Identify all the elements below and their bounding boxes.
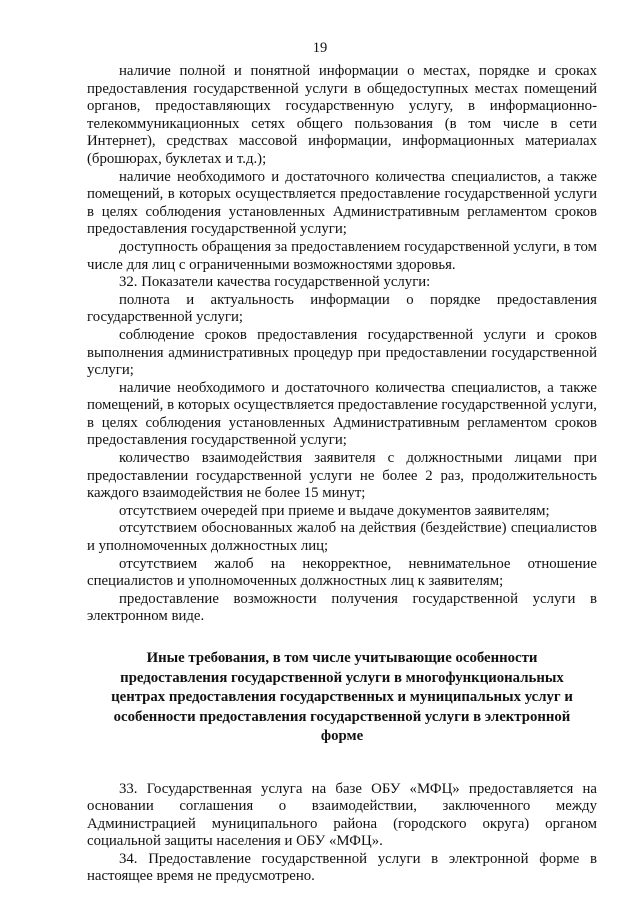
paragraph-specialists-quality: наличие необходимого и достаточного количества специалистов, а также помещений, в которых осуществляется предоставление государственной услуги, в целях соблюдения установленных Административным регламентом сроков предоставления государственной услуги; xyxy=(87,379,597,449)
paragraph-item-34: 34. Предоставление государственной услуги в электронной форме в настоящее время не предусмотрено. xyxy=(87,850,597,885)
section-heading: Иные требования, в том числе учитывающие особенности предоставления государственной услуги в многофункциональных центрах предоставления государственных и муниципальных услуг и особенности предоставления государственной услуги в электронной форме xyxy=(111,650,573,744)
document-body xyxy=(87,63,597,886)
paragraph-item-32: 32. Показатели качества государственной услуги: xyxy=(119,274,431,291)
paragraph-no-complaints: отсутствием обоснованных жалоб на действия (бездействие) специалистов и уполномоченных должностных лиц; xyxy=(87,520,597,555)
paragraph-completeness: полнота и актуальность информации о порядке предоставления государственной услуги; xyxy=(87,291,597,326)
paragraph-no-incorrect-treatment: отсутствием жалоб на некорректное, невнимательное отношение специалистов и уполномоченных должностных лиц к заявителям; xyxy=(87,555,597,590)
paragraph-interactions: количество взаимодействия заявителя с должностными лицами при предоставлении государственной услуги не более 2 раз, продолжительность каждого взаимодействия не более 15 минут; xyxy=(87,450,597,502)
page-number: 19 xyxy=(312,40,328,56)
paragraph-info-availability: наличие полной и понятной информации о местах, порядке и сроках предоставления государственной услуги в общедоступных местах помещений органов, предоставляющих государственную услугу, в информационно-телекоммуникационных сетях общего пользования (в том числе в сети Интернет), средствах массовой информации, информационных материалах (брошюрах, буклетах и т.д.); xyxy=(87,63,597,167)
paragraph-accessibility: доступность обращения за предоставлением государственной услуги, в том числе для лиц с ограниченными возможностями здоровья. xyxy=(87,238,597,273)
paragraph-deadlines: соблюдение сроков предоставления государственной услуги и сроков выполнения административных процедур при предоставлении государственной услуги; xyxy=(87,326,597,379)
paragraph-item-33: 33. Государственная услуга на базе ОБУ «МФЦ» предоставляется на основании соглашения о взаимодействии, заключенного между Администрацией муниципального района (городского округа) органом социальной защиты населения и ОБУ «МФЦ». xyxy=(87,780,597,850)
paragraph-specialists-premises: наличие необходимого и достаточного количества специалистов, а также помещений, в которых осуществляется предоставление государственной услуги в целях соблюдения установленных Административным регламентом сроков предоставления государственной услуги; xyxy=(87,168,597,238)
paragraph-electronic-option: предоставление возможности получения государственной услуги в электронном виде. xyxy=(87,590,597,625)
paragraph-no-queues: отсутствием очередей при приеме и выдаче документов заявителям; xyxy=(119,502,550,519)
